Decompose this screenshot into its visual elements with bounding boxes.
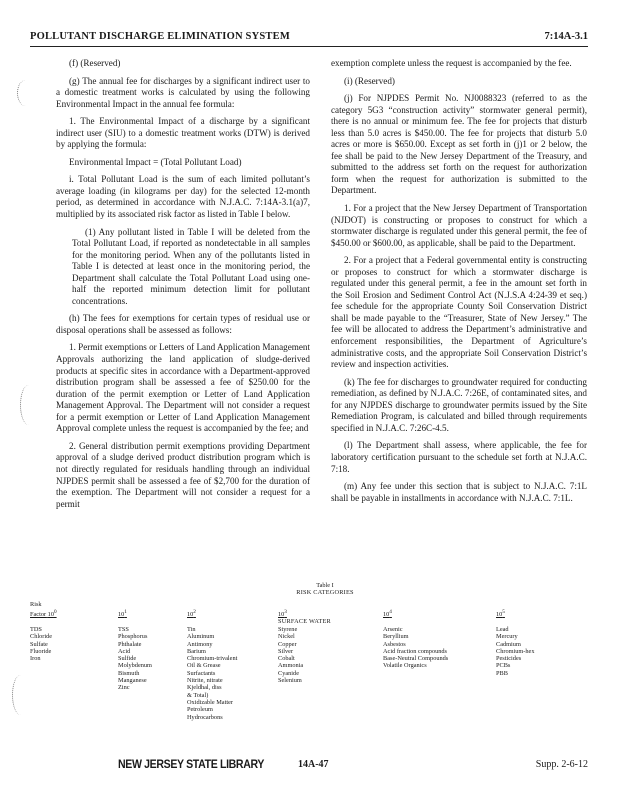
table-cell: Lead — [496, 626, 509, 633]
punch-hole-mark — [20, 385, 37, 425]
table-cell: Nickel — [278, 633, 295, 641]
paragraph-j1: 1. For a project that the New Jersey Department of Transportation (NJDOT) is constructing or proposes to construct for which a stormwater discharge is regulated under this general permit, the fee of $450.00 or $600.00, as applicable, shall be paid to the Department. — [331, 203, 587, 248]
table-cell: Iron — [30, 655, 41, 663]
table-column — [496, 626, 534, 677]
paragraph-gi1: (1) Any pollutant listed in Table I will be deleted from the Total Pollutant Load, if reported as nondetectable in all samples for the monitoring period. When any of the pollutants listed in Table I is detected at least once in the monitoring period, the Department shall calculate the Total Pollutant Load using one-half the reported minimum detection limit for pollutant concentrations. — [72, 226, 310, 306]
table-cell: Chloride — [30, 633, 53, 641]
table-cell: Mercury — [496, 633, 518, 641]
library-stamp: NEW JERSEY STATE LIBRARY — [118, 757, 265, 771]
right-column — [331, 58, 587, 504]
table-cell: Arsenic — [383, 626, 403, 633]
table-cell: Aluminum — [187, 633, 215, 641]
paragraph-g: (g) The annual fee for discharges by a significant indirect user to a domestic treatment works is calculated by using the following Environmental Impact in the annual fee formula: — [56, 75, 310, 109]
table-cell: PBB — [496, 669, 508, 677]
paragraph-continued: exemption complete unless the request is accompanied by the fee. — [331, 58, 572, 68]
table-cell: Silver — [278, 647, 294, 655]
table-cell: Antimony — [187, 640, 213, 648]
table-cell: Fluoride — [30, 647, 52, 655]
table-cell: Styrene — [278, 626, 298, 633]
table-cell: Oxidizable Matter — [187, 698, 233, 706]
table-cell: Chromium-trivalent — [187, 655, 238, 663]
table-cell: Oil & Grease — [187, 662, 221, 670]
table-column — [118, 626, 152, 692]
table-cell: Manganese — [118, 677, 147, 685]
col-header: $10^1$ — [118, 609, 127, 619]
page-footer — [30, 757, 588, 777]
punch-hole-mark — [17, 80, 34, 106]
paragraph-gi: i. Total Pollutant Load is the sum of each limited pollutant’s average loading (in kilograms per day) for the selected 12-month period, as determined in accordance with N.J.A.C. 7:14A-3.1(a)7, multiplied by its associated risk factor as listed in Table I below. — [56, 174, 310, 220]
table-cell: Volatile Organics — [383, 662, 427, 670]
paragraph-g1: 1. The Environmental Impact of a discharge by a significant indirect user (SIU) to a domestic treatment works (DTW) is derived by applying the formula: — [56, 116, 310, 150]
section-number: 7:14A-3.1 — [544, 31, 588, 42]
formula: Environmental Impact = (Total Pollutant Load) — [69, 156, 242, 167]
col-header: $10^5$ — [496, 609, 505, 619]
table-cell: Surfactants — [187, 669, 216, 677]
table-cell: Phthalate — [118, 640, 142, 648]
table-cell: Sulfate — [30, 640, 48, 648]
surface-water-label: SURFACE WATER — [278, 618, 331, 625]
table-cell: Tin — [187, 626, 196, 633]
table-cell: Petroleum — [187, 706, 213, 714]
paragraph-h1: 1. Permit exemptions or Letters of Land Application Management Approvals authorizing the land application of sludge-derived products at specific sites in accordance with a Department-approved distribution program shall be assessed a fee of $250.00 for the duration of the permit exemption or Letter of Land Application Management Approval. The Department will not consider a request for a permit exemption or Letter of Land Application Management Approval complete unless the request is accompanied by the fee; and — [56, 342, 310, 434]
col-header: $10^2$ — [187, 609, 196, 619]
table-cell: Pesticides — [496, 655, 522, 663]
table-cell: Molybdenum — [118, 662, 152, 670]
paragraph-f: (f) (Reserved) — [69, 58, 121, 68]
table-cell: Zinc — [118, 684, 130, 692]
table-cell: & Total) — [187, 691, 209, 699]
table-cell: Acid fraction compounds — [383, 647, 448, 655]
risk-label: Risk — [30, 601, 42, 608]
table-cell: TSS — [118, 626, 129, 633]
table-column — [278, 626, 303, 684]
table-cell: TDS — [30, 626, 42, 633]
table-cell: Chromium-hex — [496, 647, 535, 655]
paragraph-j: (j) For NJPDES Permit No. NJ0088323 (referred to as the category 5G3 “construction activity” stormwater general permit), there is no annual or minimum fee. The fee for projects that disturb less than 5.0 acres is $450.00. The fee for projects that disturb 5.0 acres or more is $650.00. Except as set forth in (j)1 or 2 below, the fee shall be paid to the New Jersey Department of the Treasury, and submitted to the address set forth on the request for authorization form when the request for authorization is submitted to the Department. — [331, 93, 587, 196]
table-cell: Hydrocarbons — [187, 713, 223, 721]
page-number: 14A-47 — [298, 759, 329, 770]
table-title: Table I — [316, 582, 334, 589]
table-cell: Barium — [187, 647, 206, 655]
table-cell: Cadmium — [496, 640, 521, 648]
table-cell: Cobalt — [278, 655, 295, 663]
table-cell: Copper — [278, 640, 297, 648]
table-column — [383, 626, 448, 670]
table-cell: Beryllium — [383, 633, 409, 641]
paragraph-m: (m) Any fee under this section that is subject to N.J.A.C. 7:1L shall be payable in installments in accordance with N.J.A.C. 7:1L. — [331, 481, 587, 503]
col-header: $10^4$ — [383, 609, 392, 619]
table-cell: Acid — [118, 647, 131, 655]
paragraph-k: (k) The fee for discharges to groundwater required for conducting remediation, as defined by N.J.A.C. 7:26E, of contaminated sites, and for any NJPDES discharge to groundwater permits issued by the Site Remediation Program, is calculated and billed through requirements specified in N.J.A.C. 7:26C-4.5. — [331, 376, 587, 433]
paragraph-i: (i) (Reserved) — [344, 75, 395, 86]
table-column — [30, 626, 52, 662]
table-cell: PCBs — [496, 662, 511, 670]
table-cell: Nitrite, nitrate — [187, 677, 223, 685]
table-cell: Base-Neutral Compounds — [383, 655, 449, 663]
paragraph-h2: 2. General distribution permit exemptions providing Department approval of a sludge derived product distribution program which is not directly regulated for residuals handling through an individual NJPDES permit shall be assessed a fee of $2,700 for the duration of the exemption. The Department will not consider a request for a permit — [56, 440, 310, 509]
table-cell: Selenium — [278, 677, 302, 685]
col-header: $10^3$ — [278, 609, 287, 619]
punch-hole-mark — [12, 675, 29, 715]
col-header-factor: Factor $10^0$ — [30, 609, 57, 619]
table-cell: Asbestos — [383, 640, 406, 648]
paragraph-h: (h) The fees for exemptions for certain types of residual use or disposal operations shall be assessed as follows: — [56, 313, 310, 335]
table-cell: Bismuth — [118, 669, 140, 677]
running-header — [30, 28, 588, 47]
table-cell: Cyanide — [278, 669, 299, 677]
paragraph-l: (l) The Department shall assess, where applicable, the fee for laboratory certification pursuant to the schedule set forth at N.J.A.C. 7:18. — [331, 440, 587, 474]
chapter-title: POLLUTANT DISCHARGE ELIMINATION SYSTEM — [30, 31, 290, 42]
table-cell: Phosphorus — [118, 633, 148, 641]
table-cell: Kjeldhal, diss — [187, 684, 222, 692]
table-cell: Sulfide — [118, 655, 137, 663]
paragraph-j2: 2. For a project that a Federal governmental entity is constructing or proposes to construct for which a stormwater discharge is regulated under this general permit, a fee in the amount set forth in the Soil Erosion and Sediment Control Act (N.J.S.A 4:24-39 et seq.) fee schedule for the appropriate County Soil Conservation District shall be made payable to the “Treasurer, State of New Jersey.” The fee will be allocated to address the Department’s administrative and enforcement responsibilities, the Department of Agriculture’s administrative costs, and the appropriate Soil Conservation District’s review and inspection activities. — [331, 255, 587, 370]
table-column — [187, 626, 237, 721]
table-cell: Ammonia — [278, 662, 304, 670]
risk-table — [30, 582, 590, 721]
supplement-date: Supp. 2-6-12 — [535, 759, 588, 770]
left-column — [56, 58, 310, 510]
table-subtitle: RISK CATEGORIES — [296, 589, 354, 597]
